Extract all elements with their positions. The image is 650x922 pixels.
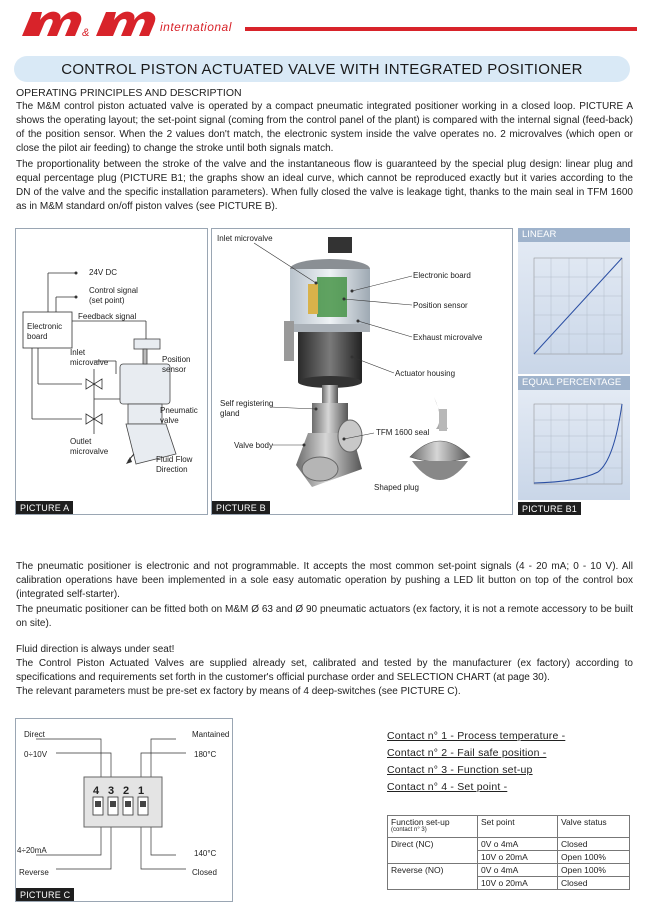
paragraph-7: The relevant parameters must be pre-set ex factory by means of 4 deep-switches (see PICTURE C). bbox=[16, 686, 461, 697]
picture-a-label: PICTURE A bbox=[16, 501, 73, 514]
contact-4: Contact n° 4 - Set point - bbox=[387, 781, 508, 793]
table-row bbox=[388, 838, 630, 851]
label-shaped-plug: Shaped plug bbox=[374, 483, 419, 492]
label-exhaust-microvalve: Exhaust microvalve bbox=[413, 333, 483, 342]
cell-set-point: 10V o 20mA bbox=[478, 877, 558, 890]
linear-chart-panel bbox=[518, 242, 630, 374]
cell-set-point: 0V o 4mA bbox=[478, 864, 558, 877]
cell-status: Open 100% bbox=[558, 864, 630, 877]
label-0-10v: 0÷10V bbox=[24, 750, 48, 759]
switch-number-2: 2 bbox=[123, 785, 130, 797]
cell-status: Closed bbox=[558, 877, 630, 890]
header-contact-note: (contact n° 3) bbox=[391, 827, 427, 833]
label-tfm-seal: TFM 1600 seal bbox=[376, 428, 430, 437]
deep-switch-diagram bbox=[16, 719, 232, 889]
label-180c: 180°C bbox=[194, 750, 217, 759]
picture-a bbox=[15, 228, 208, 515]
label-140c: 140°C bbox=[194, 849, 217, 858]
label-4-20ma: 4÷20mA bbox=[17, 846, 47, 855]
label-inlet: Inlet microvalve bbox=[70, 348, 109, 367]
header-valve-status: Valve status bbox=[558, 816, 630, 838]
label-feedback: Feedback signal bbox=[78, 312, 137, 321]
picture-c-label: PICTURE C bbox=[16, 888, 74, 901]
header-function-setup bbox=[388, 816, 478, 838]
paragraph-1: The M&M control piston actuated valve is operated by a compact pneumatic integrated positioner working in a closed loop. PICTURE A shows the operating layout; the set-point signal (coming from the control panel of the plant) is compared with the internal signal (feed-back) of the position sensor. When the 2 values don't match, the electronic system inside the valve operates no. 2 microvalves (which open or close the pilot air feeding) to change the stroke until both signals match. bbox=[16, 101, 633, 154]
svg-text:&: & bbox=[82, 27, 90, 39]
cell-set-point: 0V o 4mA bbox=[478, 838, 558, 851]
picture-c bbox=[15, 718, 233, 902]
switch-number-3: 3 bbox=[108, 785, 115, 797]
contact-2: Contact n° 2 - Fail safe position - bbox=[387, 747, 547, 759]
label-pneumatic-valve: Pneumatic valve bbox=[160, 406, 198, 425]
label-24v: 24V DC bbox=[89, 268, 118, 277]
linear-curve-chart bbox=[518, 242, 630, 374]
linear-chart-title: LINEAR bbox=[518, 228, 630, 242]
header-red-bar bbox=[245, 27, 637, 31]
equal-percentage-chart-panel bbox=[518, 390, 630, 500]
picture-b1-label: PICTURE B1 bbox=[518, 502, 581, 515]
label-self-registering-gland: Self registering gland bbox=[220, 399, 274, 418]
cell-direct-nc: Direct (NC) bbox=[388, 838, 478, 864]
label-direct: Direct bbox=[24, 730, 45, 739]
switch-number-4: 4 bbox=[93, 785, 100, 797]
paragraph-6: The Control Piston Actuated Valves are supplied already set, calibrated and tested by the manufacturer (ex factory) according to specifications and requirements set forth in the customer's official purchase order and SELECTION CHART (at page 30). bbox=[16, 658, 633, 683]
label-control-signal: Control signal (set point) bbox=[89, 286, 138, 305]
label-mantained: Mantained bbox=[192, 730, 230, 739]
label-fluid-flow: Fluid Flow Direction bbox=[156, 455, 193, 474]
label-valve-body: Valve body bbox=[234, 441, 273, 450]
cell-set-point: 10V o 20mA bbox=[478, 851, 558, 864]
cell-status: Open 100% bbox=[558, 851, 630, 864]
label-inlet-microvalve: Inlet microvalve bbox=[217, 234, 273, 243]
cell-reverse-no: Reverse (NO) bbox=[388, 864, 478, 890]
paragraph-2: The proportionality between the stroke of the valve and the instantaneous flow is guaranteed by the special plug design: linear plug and equal percentage plug (PICTURE B1; the graphs show an ideal curve, which cannot be reproduced exactly but it varies according to the DN of the valve and the specific installation parameters). When fully closed the valve is leakage tight, thanks to the main seal in TFM 1600 as in M&M standard on/off piston valves (see PICTURE B). bbox=[16, 159, 633, 212]
contact-3: Contact n° 3 - Function set-up bbox=[387, 764, 533, 776]
contact-1: Contact n° 1 - Process temperature - bbox=[387, 730, 566, 742]
brand-tagline: international bbox=[160, 20, 232, 34]
label-electronic-board: Electronic board bbox=[27, 322, 63, 341]
picture-b1 bbox=[518, 228, 630, 515]
valve-cutaway-illustration bbox=[212, 229, 512, 499]
picture-b-label: PICTURE B bbox=[212, 501, 270, 514]
section-heading: OPERATING PRINCIPLES AND DESCRIPTION bbox=[16, 87, 242, 99]
brand-logo bbox=[18, 6, 158, 40]
paragraph-4: The pneumatic positioner can be fitted both on M&M Ø 63 and Ø 90 pneumatic actuators (ex factory, it is not a remote accessory to be built on site). bbox=[16, 604, 633, 629]
table-header-row bbox=[388, 816, 630, 838]
header-set-point: Set point bbox=[478, 816, 558, 838]
label-actuator-housing: Actuator housing bbox=[395, 369, 456, 378]
table-row bbox=[388, 864, 630, 877]
equal-percentage-chart-title: EQUAL PERCENTAGE bbox=[518, 376, 630, 390]
label-electronic-board-b: Electronic board bbox=[413, 271, 471, 280]
paragraph-5: Fluid direction is always under seat! bbox=[16, 644, 175, 655]
label-closed: Closed bbox=[192, 868, 217, 877]
picture-b bbox=[211, 228, 513, 515]
cell-status: Closed bbox=[558, 838, 630, 851]
label-outlet: Outlet microvalve bbox=[70, 437, 109, 456]
label-position-sensor-b: Position sensor bbox=[413, 301, 468, 310]
function-setup-table bbox=[387, 815, 630, 890]
switch-number-1: 1 bbox=[138, 785, 145, 797]
page-title: CONTROL PISTON ACTUATED VALVE WITH INTEGRATED POSITIONER bbox=[14, 56, 630, 82]
equal-percentage-curve-chart bbox=[518, 390, 630, 500]
header-function-setup-text: Function set-up bbox=[391, 817, 450, 827]
label-reverse: Reverse bbox=[19, 868, 49, 877]
paragraph-3: The pneumatic positioner is electronic and not programmable. It accepts the most common set-point signals (4 - 20 mA; 0 - 10 V). All calibration operations have been implemented in a sole easy automatic operation by pushing a LED lit button on top of the control box (integrated self-starter). bbox=[16, 561, 633, 600]
label-position-sensor: Position sensor bbox=[162, 355, 191, 374]
